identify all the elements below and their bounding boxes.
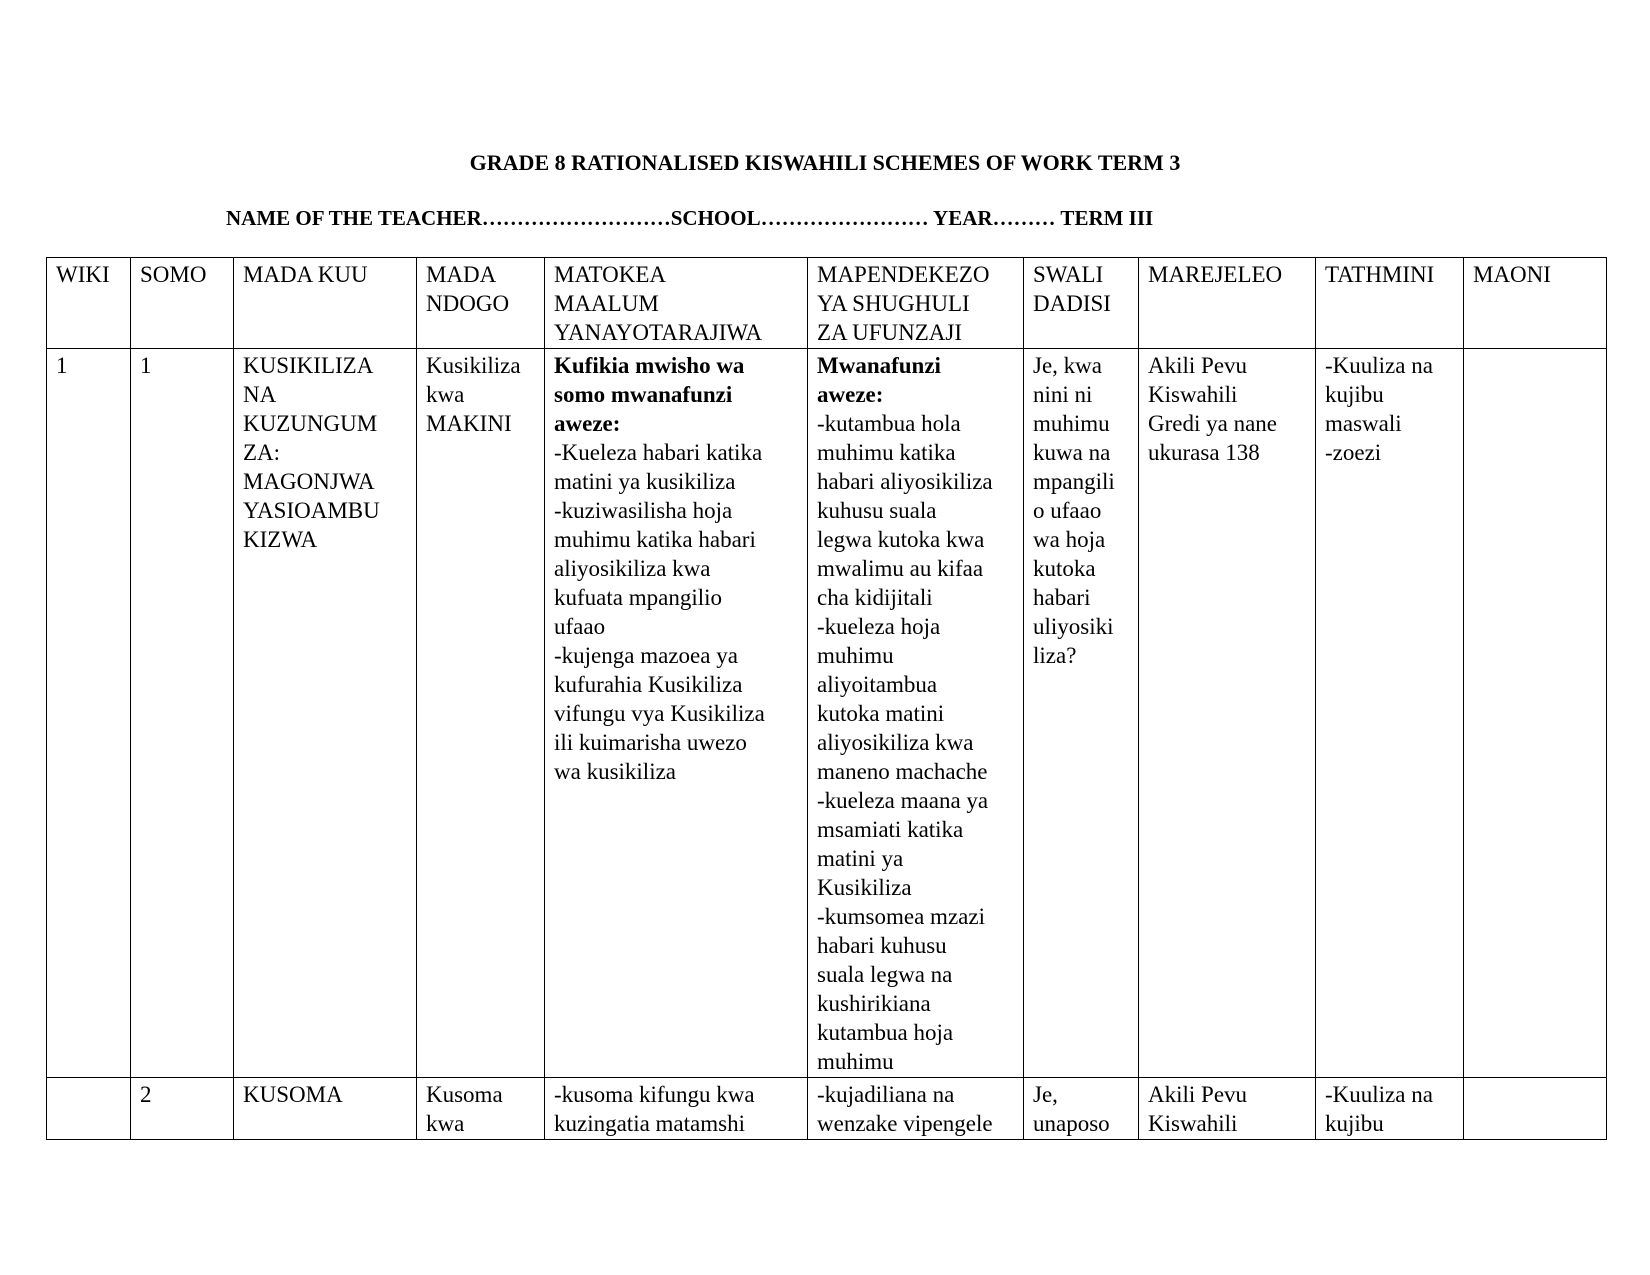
header-somo bbox=[131, 258, 234, 349]
cell-swali-dadisi bbox=[1024, 1078, 1139, 1140]
cell-line: aliyosikiliza kwa bbox=[817, 730, 974, 755]
cell-line: aliyoitambua bbox=[817, 672, 938, 697]
cell-line: KUSOMA bbox=[243, 1082, 343, 1107]
cell-line: MAREJELEO bbox=[1148, 262, 1283, 287]
cell-line: -zoezi bbox=[1325, 440, 1382, 465]
cell-wiki bbox=[47, 1078, 131, 1140]
cell-line: -Kuuliza na bbox=[1325, 353, 1433, 378]
cell-line: Kiswahili bbox=[1148, 382, 1238, 407]
cell-line: liza? bbox=[1033, 643, 1077, 668]
table-row bbox=[47, 349, 1607, 1078]
header-wiki bbox=[47, 258, 131, 349]
cell-line: YANAYOTARAJIWA bbox=[554, 320, 763, 345]
cell-line: KIZWA bbox=[243, 527, 318, 552]
cell-tathmini bbox=[1316, 1078, 1464, 1140]
cell-line: kuhusu suala bbox=[817, 498, 937, 523]
cell-line: kutambua hoja bbox=[817, 1020, 954, 1045]
cell-maoni bbox=[1464, 349, 1607, 1078]
cell-line: muhimu bbox=[817, 643, 894, 668]
matokea-list bbox=[554, 438, 798, 786]
cell-mapendekezo bbox=[808, 349, 1024, 1078]
cell-line: uliyosiki bbox=[1033, 614, 1114, 639]
cell-line: o ufaao bbox=[1033, 498, 1102, 523]
cell-line: -kumsomea mzazi bbox=[817, 904, 985, 929]
cell-line: mpangili bbox=[1033, 469, 1115, 494]
cell-line: 2 bbox=[140, 1082, 152, 1107]
cell-line: ili kuimarisha uwezo bbox=[554, 730, 747, 755]
cell-line: wa hoja bbox=[1033, 527, 1106, 552]
cell-line: -kusoma kifungu kwa bbox=[554, 1082, 755, 1107]
cell-line: msamiati katika bbox=[817, 817, 964, 842]
cell-line: -kueleza maana ya bbox=[817, 788, 989, 813]
cell-line: kutoka matini bbox=[817, 701, 945, 726]
cell-line: -kujenga mazoea ya bbox=[554, 643, 738, 668]
cell-line: NA bbox=[243, 382, 277, 407]
cell-matokea bbox=[545, 349, 808, 1078]
cell-line: Kiswahili bbox=[1148, 1111, 1238, 1136]
cell-line: muhimu bbox=[817, 1049, 894, 1074]
header-swali-dadisi bbox=[1024, 258, 1139, 349]
cell-line: MATOKEA bbox=[554, 262, 667, 287]
cell-line: Kusikiliza bbox=[817, 875, 912, 900]
cell-line: matini ya kusikiliza bbox=[554, 469, 736, 494]
cell-line: habari aliyosikiliza bbox=[817, 469, 993, 494]
cell-line: matini ya bbox=[817, 846, 904, 871]
cell-line: suala legwa na bbox=[817, 962, 953, 987]
cell-line: wa kusikiliza bbox=[554, 759, 676, 784]
cell-line: MAPENDEKEZO bbox=[817, 262, 990, 287]
cell-line: aweze: bbox=[817, 382, 884, 407]
cell-line: MAGONJWA bbox=[243, 469, 375, 494]
table-row bbox=[47, 1078, 1607, 1140]
cell-swali-dadisi bbox=[1024, 349, 1139, 1078]
cell-line: SOMO bbox=[140, 262, 207, 287]
cell-line: Mwanafunzi bbox=[817, 353, 941, 378]
cell-line: Kufikia mwisho wa bbox=[554, 353, 745, 378]
cell-line: maneno machache bbox=[817, 759, 988, 784]
cell-line: kujibu bbox=[1325, 1111, 1384, 1136]
header-mada-kuu bbox=[234, 258, 417, 349]
header-mapendekezo bbox=[808, 258, 1024, 349]
header-marejeleo bbox=[1139, 258, 1316, 349]
cell-line: muhimu katika bbox=[817, 440, 956, 465]
cell-line: TATHMINI bbox=[1325, 262, 1435, 287]
cell-line: Akili Pevu bbox=[1148, 353, 1248, 378]
cell-line: kushirikiana bbox=[817, 991, 931, 1016]
cell-line: ZA UFUNZAJI bbox=[817, 320, 963, 345]
table-header-row bbox=[47, 258, 1607, 349]
cell-line: kufurahia Kusikiliza bbox=[554, 672, 743, 697]
cell-mada-kuu bbox=[234, 349, 417, 1078]
cell-line: kwa bbox=[426, 1111, 465, 1136]
cell-wiki bbox=[47, 349, 131, 1078]
cell-marejeleo bbox=[1139, 1078, 1316, 1140]
cell-line: -kutambua hola bbox=[817, 411, 961, 436]
cell-line: 1 bbox=[140, 353, 152, 378]
cell-line: ufaao bbox=[554, 614, 606, 639]
cell-line: ZA: bbox=[243, 440, 281, 465]
cell-line: KUSIKILIZA bbox=[243, 353, 374, 378]
cell-line: kuwa na bbox=[1033, 440, 1111, 465]
cell-line: Kusikiliza bbox=[426, 353, 521, 378]
cell-line: legwa kutoka kwa bbox=[817, 527, 985, 552]
cell-line: 1 bbox=[56, 353, 68, 378]
cell-line: kuzingatia matamshi bbox=[554, 1111, 745, 1136]
cell-line: -kuziwasilisha hoja bbox=[554, 498, 733, 523]
cell-line: Gredi ya nane bbox=[1148, 411, 1277, 436]
cell-line: kwa bbox=[426, 382, 465, 407]
cell-line: MAALUM bbox=[554, 291, 659, 316]
cell-line: habari kuhusu bbox=[817, 933, 947, 958]
cell-line: muhimu bbox=[1033, 411, 1110, 436]
document-title: GRADE 8 RATIONALISED KISWAHILI SCHEMES OF WORK TERM 3 bbox=[469, 150, 1181, 175]
header-tathmini bbox=[1316, 258, 1464, 349]
cell-mapendekezo bbox=[808, 1078, 1024, 1140]
cell-line: cha kidijitali bbox=[817, 585, 933, 610]
cell-somo bbox=[131, 1078, 234, 1140]
cell-line: MADA bbox=[426, 262, 497, 287]
cell-line: aliyosikiliza kwa bbox=[554, 556, 711, 581]
cell-line: kufuata mpangilio bbox=[554, 585, 722, 610]
cell-line: unaposo bbox=[1033, 1111, 1110, 1136]
cell-line: wenzake vipengele bbox=[817, 1111, 993, 1136]
cell-line: aweze: bbox=[554, 411, 621, 436]
cell-line: Je, kwa bbox=[1033, 353, 1102, 378]
cell-line: MADA KUU bbox=[243, 262, 368, 287]
cell-line: NDOGO bbox=[426, 291, 510, 316]
cell-line: MAONI bbox=[1473, 262, 1551, 287]
scheme-of-work-table bbox=[46, 257, 1607, 1140]
mapendekezo-list bbox=[817, 409, 1014, 1076]
cell-line: vifungu vya Kusikiliza bbox=[554, 701, 765, 726]
cell-line: YA SHUGHULI bbox=[817, 291, 970, 316]
mapendekezo-intro bbox=[817, 351, 1014, 409]
cell-line: Je, bbox=[1033, 1082, 1058, 1107]
cell-line: kujibu bbox=[1325, 382, 1384, 407]
teacher-school-info-line: NAME OF THE TEACHER………………………SCHOOL…………………… YEAR……… TERM III bbox=[226, 206, 1154, 230]
cell-maoni bbox=[1464, 1078, 1607, 1140]
cell-line: -kueleza hoja bbox=[817, 614, 941, 639]
cell-line: ukurasa 138 bbox=[1148, 440, 1260, 465]
cell-line: -kujadiliana na bbox=[817, 1082, 955, 1107]
cell-line: -Kuuliza na bbox=[1325, 1082, 1433, 1107]
cell-tathmini bbox=[1316, 349, 1464, 1078]
cell-line: somo mwanafunzi bbox=[554, 382, 733, 407]
cell-mada-ndogo bbox=[417, 1078, 545, 1140]
cell-matokea bbox=[545, 1078, 808, 1140]
cell-somo bbox=[131, 349, 234, 1078]
cell-line: -Kueleza habari katika bbox=[554, 440, 763, 465]
cell-line: DADISI bbox=[1033, 291, 1111, 316]
header-mada-ndogo bbox=[417, 258, 545, 349]
cell-mada-ndogo bbox=[417, 349, 545, 1078]
header-maoni bbox=[1464, 258, 1607, 349]
header-matokea bbox=[545, 258, 808, 349]
cell-marejeleo bbox=[1139, 349, 1316, 1078]
cell-line: SWALI bbox=[1033, 262, 1104, 287]
cell-line: MAKINI bbox=[426, 411, 512, 436]
cell-line: nini ni bbox=[1033, 382, 1093, 407]
matokea-intro bbox=[554, 351, 798, 438]
cell-line: YASIOAMBU bbox=[243, 498, 380, 523]
cell-line: habari bbox=[1033, 585, 1091, 610]
cell-line: Kusoma bbox=[426, 1082, 503, 1107]
cell-line: KUZUNGUM bbox=[243, 411, 378, 436]
cell-line: kutoka bbox=[1033, 556, 1096, 581]
cell-line: Akili Pevu bbox=[1148, 1082, 1248, 1107]
cell-line: WIKI bbox=[56, 262, 110, 287]
cell-mada-kuu bbox=[234, 1078, 417, 1140]
cell-line: muhimu katika habari bbox=[554, 527, 756, 552]
cell-line: mwalimu au kifaa bbox=[817, 556, 984, 581]
cell-line: maswali bbox=[1325, 411, 1402, 436]
